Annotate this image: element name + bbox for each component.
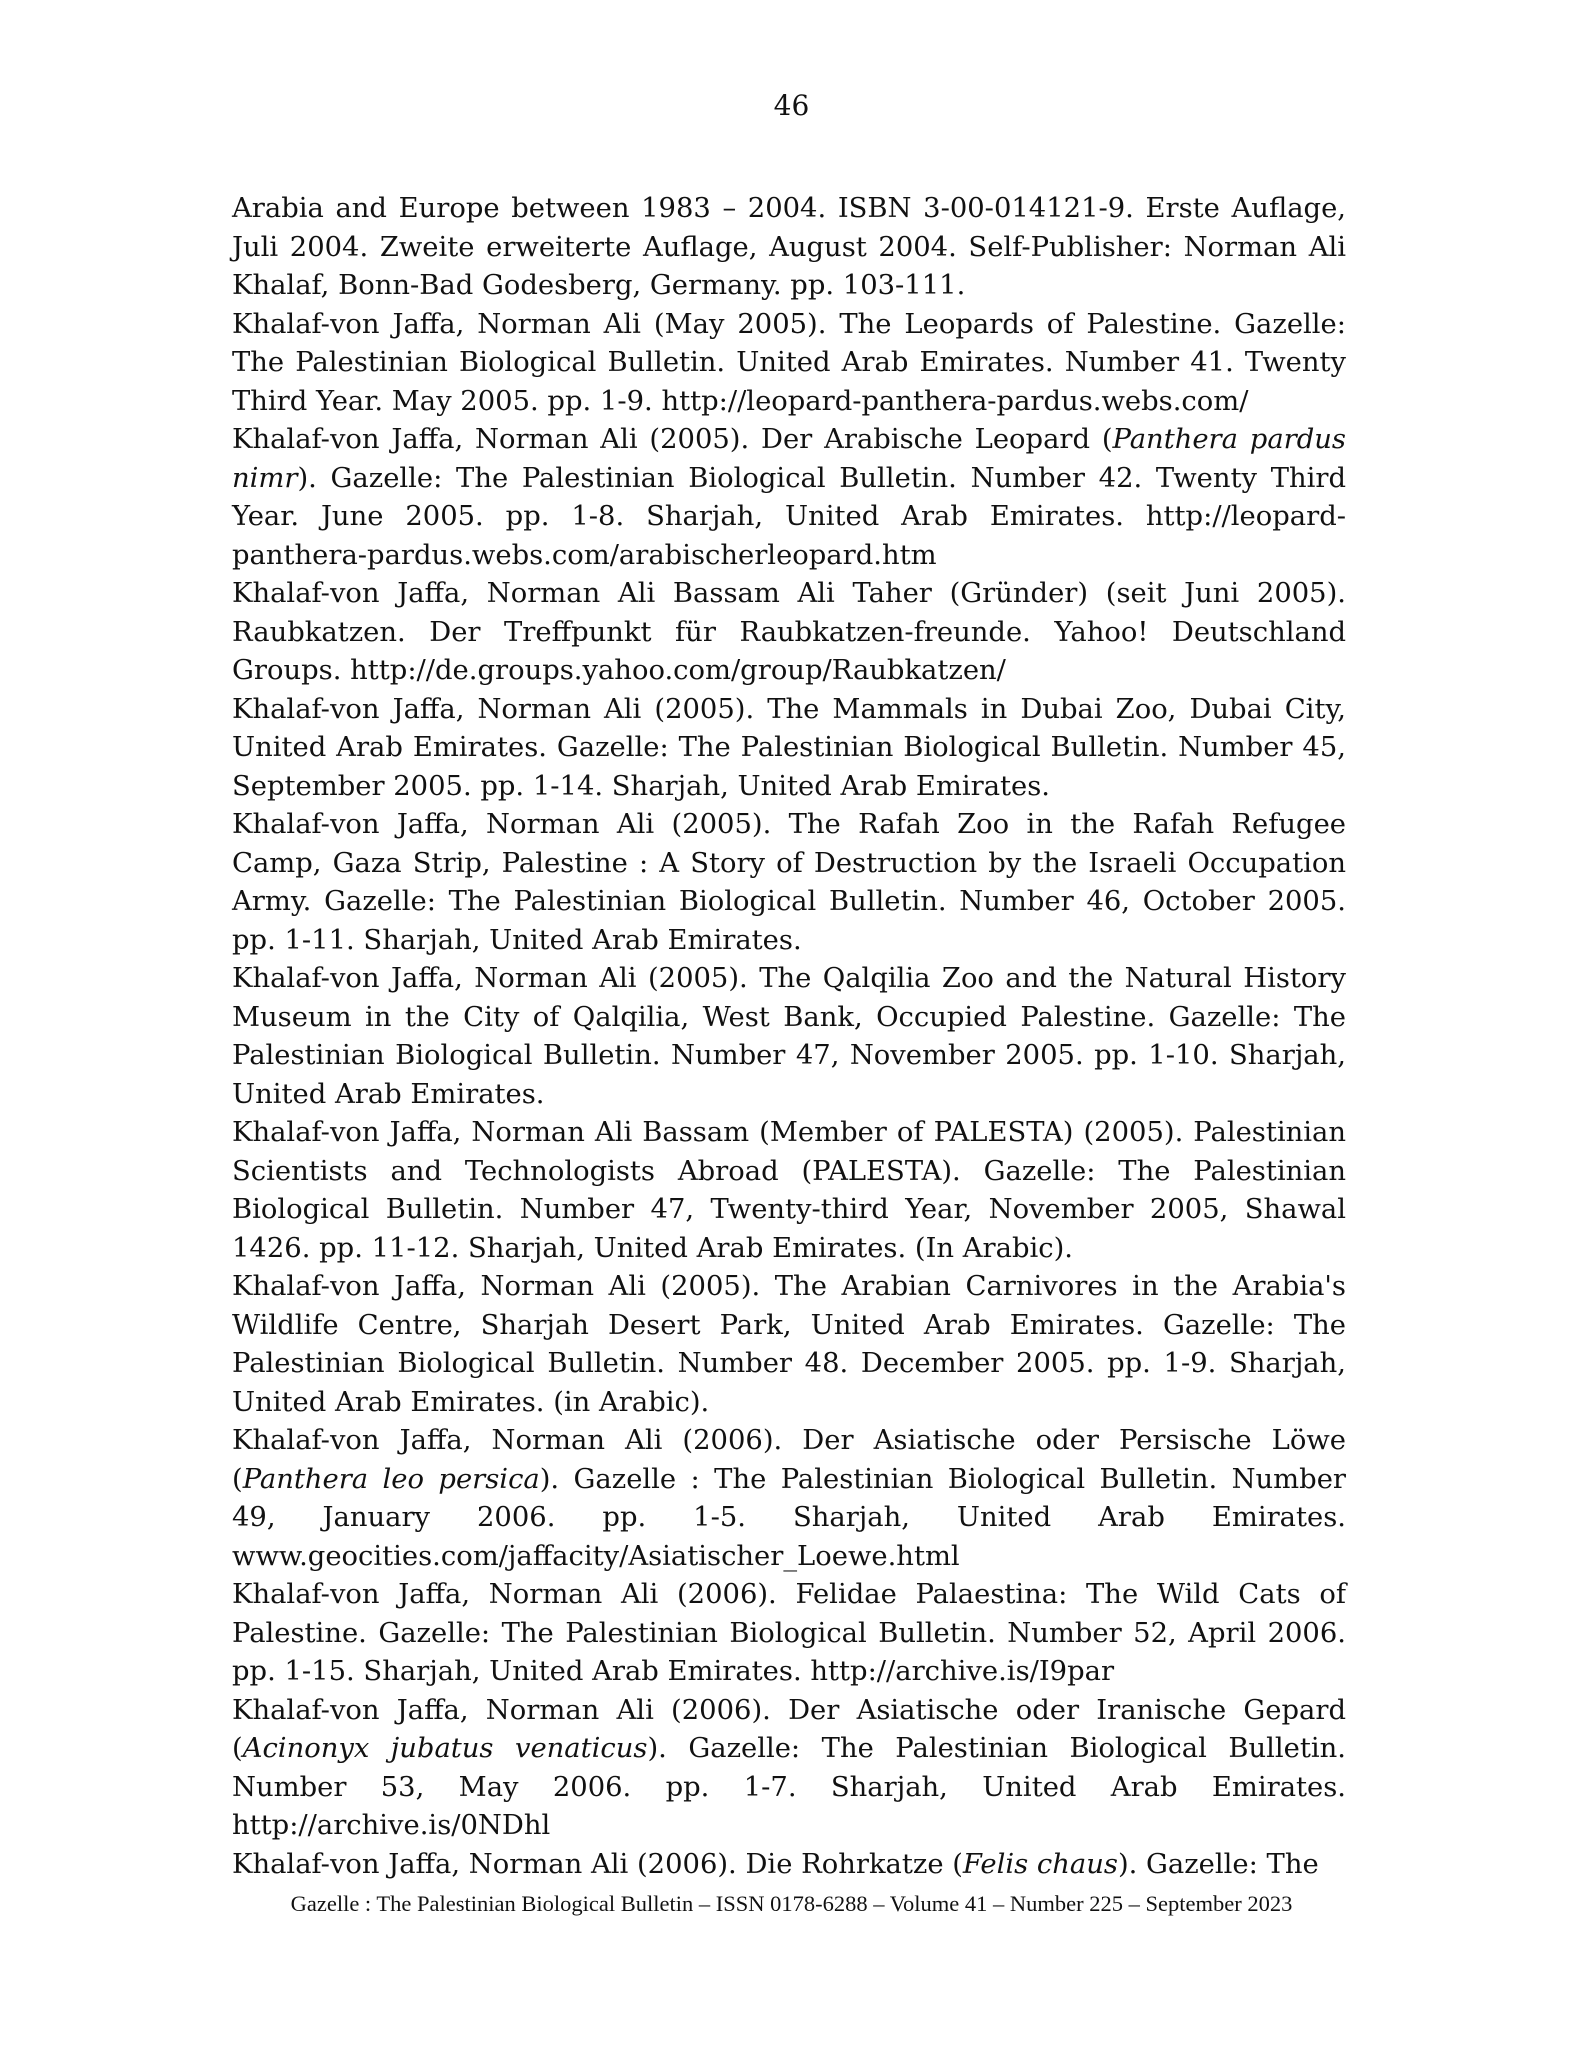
species-name: Panthera leo persica: [242, 1463, 540, 1495]
reference-link[interactable]: http://leopard-panthera-pardus.webs.com/arabischerleopard.htm: [232, 501, 1346, 571]
reference-list: [232, 190, 1346, 1884]
reference-link[interactable]: http://archive.is/I9par: [810, 1656, 1115, 1687]
reference-link[interactable]: http://de.groups.yahoo.com/group/Raubkatzen/: [350, 655, 1006, 686]
reference-entry: Khalaf-von Jaffa, Norman Ali (2005). The Qalqilia Zoo and the Natural History Museum in the City of Qalqilia, West Bank, Occupied Palestine. Gazelle: The Palestinian Biological Bulletin. Number 47, November 2005. pp. 1-10. Sharjah, United Arab Emirates.: [232, 963, 1346, 1110]
reference-entry: Khalaf-von Jaffa, Norman Ali (2006). Der Asiatische oder Persische Löwe (Panthera leo persica). Gazelle : The Palestinian Biological Bulletin. Number 49, January 2006. pp. 1-5. Sharjah, United Arab Emirates. www.geocities.com/jaffacity/Asiatischer_Loewe.html: [232, 1425, 1346, 1572]
journal-footer: Gazelle : The Palestinian Biological Bulletin – ISSN 0178-6288 – Volume 41 – Number 225 – September 2023: [290, 1891, 1293, 1916]
reference-entry: Khalaf-von Jaffa, Norman Ali (May 2005). The Leopards of Palestine. Gazelle: The Palestinian Biological Bulletin. United Arab Emirates. Number 41. Twenty Third Year. May 2005. pp. 1-9. http://leopard-panthera-pardus.webs.com/: [232, 308, 1346, 417]
reference-entry: Khalaf-von Jaffa, Norman Ali (2006). Der Asiatische oder Iranische Gepard (Acinonyx jubatus venaticus). Gazelle: The Palestinian Biological Bulletin. Number 53, May 2006. pp. 1-7. Sharjah, United Arab Emirates. http://archive.is/0NDhl: [232, 1694, 1346, 1841]
reference-entry: Khalaf-von Jaffa, Norman Ali (2005). Der Arabische Leopard (Panthera pardus nimr). Gazelle: The Palestinian Biological Bulletin. Number 42. Twenty Third Year. June 2005. pp. 1-8. Sharjah, United Arab Emirates. http://leopard-panthera-pardus.webs.com/arabischerleopard.htm: [232, 424, 1346, 571]
reference-entry: Khalaf-von Jaffa, Norman Ali (2006). Die Rohrkatze (Felis chaus). Gazelle: The: [232, 1848, 1319, 1880]
reference-entry: Khalaf-von Jaffa, Norman Ali (2006). Felidae Palaestina: The Wild Cats of Palestine. Gazelle: The Palestinian Biological Bulletin. Number 52, April 2006. pp. 1-15. Sharjah, United Arab Emirates. http://archive.is/I9par: [232, 1579, 1346, 1687]
page-number: 46: [773, 89, 810, 122]
species-name: Acinonyx jubatus venaticus: [242, 1733, 648, 1764]
reference-link[interactable]: http://leopard-panthera-pardus.webs.com/: [661, 385, 1249, 417]
reference-entry: Khalaf-von Jaffa, Norman Ali (2005). The Rafah Zoo in the Rafah Refugee Camp, Gaza Strip, Palestine : A Story of Destruction by the Israeli Occupation Army. Gazelle: The Palestinian Biological Bulletin. Number 46, October 2005. pp. 1-11. Sharjah, United Arab Emirates.: [232, 809, 1346, 956]
species-name: Felis chaus: [962, 1848, 1118, 1880]
species-name: Panthera pardus nimr: [232, 424, 1346, 494]
reference-entry: Khalaf-von Jaffa, Norman Ali (2005). The Arabian Carnivores in the Arabia's Wildlife Centre, Sharjah Desert Park, United Arab Emirates. Gazelle: The Palestinian Biological Bulletin. Number 48. December 2005. pp. 1-9. Sharjah, United Arab Emirates. (in Arabic).: [232, 1271, 1346, 1418]
reference-link[interactable]: http://archive.is/0NDhl: [232, 1810, 551, 1841]
reference-entry: Arabia and Europe between 1983 – 2004. ISBN 3-00-014121-9. Erste Auflage, Juli 2004. Zweite erweiterte Auflage, August 2004. Self-Publisher: Norman Ali Khalaf, Bonn-Bad Godesberg, Germany. pp. 103-111.: [232, 193, 1346, 301]
reference-entry: Khalaf-von Jaffa, Norman Ali Bassam Ali Taher (Gründer) (seit Juni 2005). Raubkatzen. Der Treffpunkt für Raubkatzen-freunde. Yahoo! Deutschland Groups. http://de.groups.yahoo.com/group/Raubkatzen/: [232, 578, 1346, 686]
reference-link[interactable]: www.geocities.com/jaffacity/Asiatischer_Loewe.html: [232, 1540, 960, 1572]
reference-entry: Khalaf-von Jaffa, Norman Ali (2005). The Mammals in Dubai Zoo, Dubai City, United Arab Emirates. Gazelle: The Palestinian Biological Bulletin. Number 45, September 2005. pp. 1-14. Sharjah, United Arab Emirates.: [232, 693, 1346, 802]
reference-entry: Khalaf-von Jaffa, Norman Ali Bassam (Member of PALESTA) (2005). Palestinian Scientists and Technologists Abroad (PALESTA). Gazelle: The Palestinian Biological Bulletin. Number 47, Twenty-third Year, November 2005, Shawal 1426. pp. 11-12. Sharjah, United Arab Emirates. (In Arabic).: [232, 1117, 1346, 1264]
